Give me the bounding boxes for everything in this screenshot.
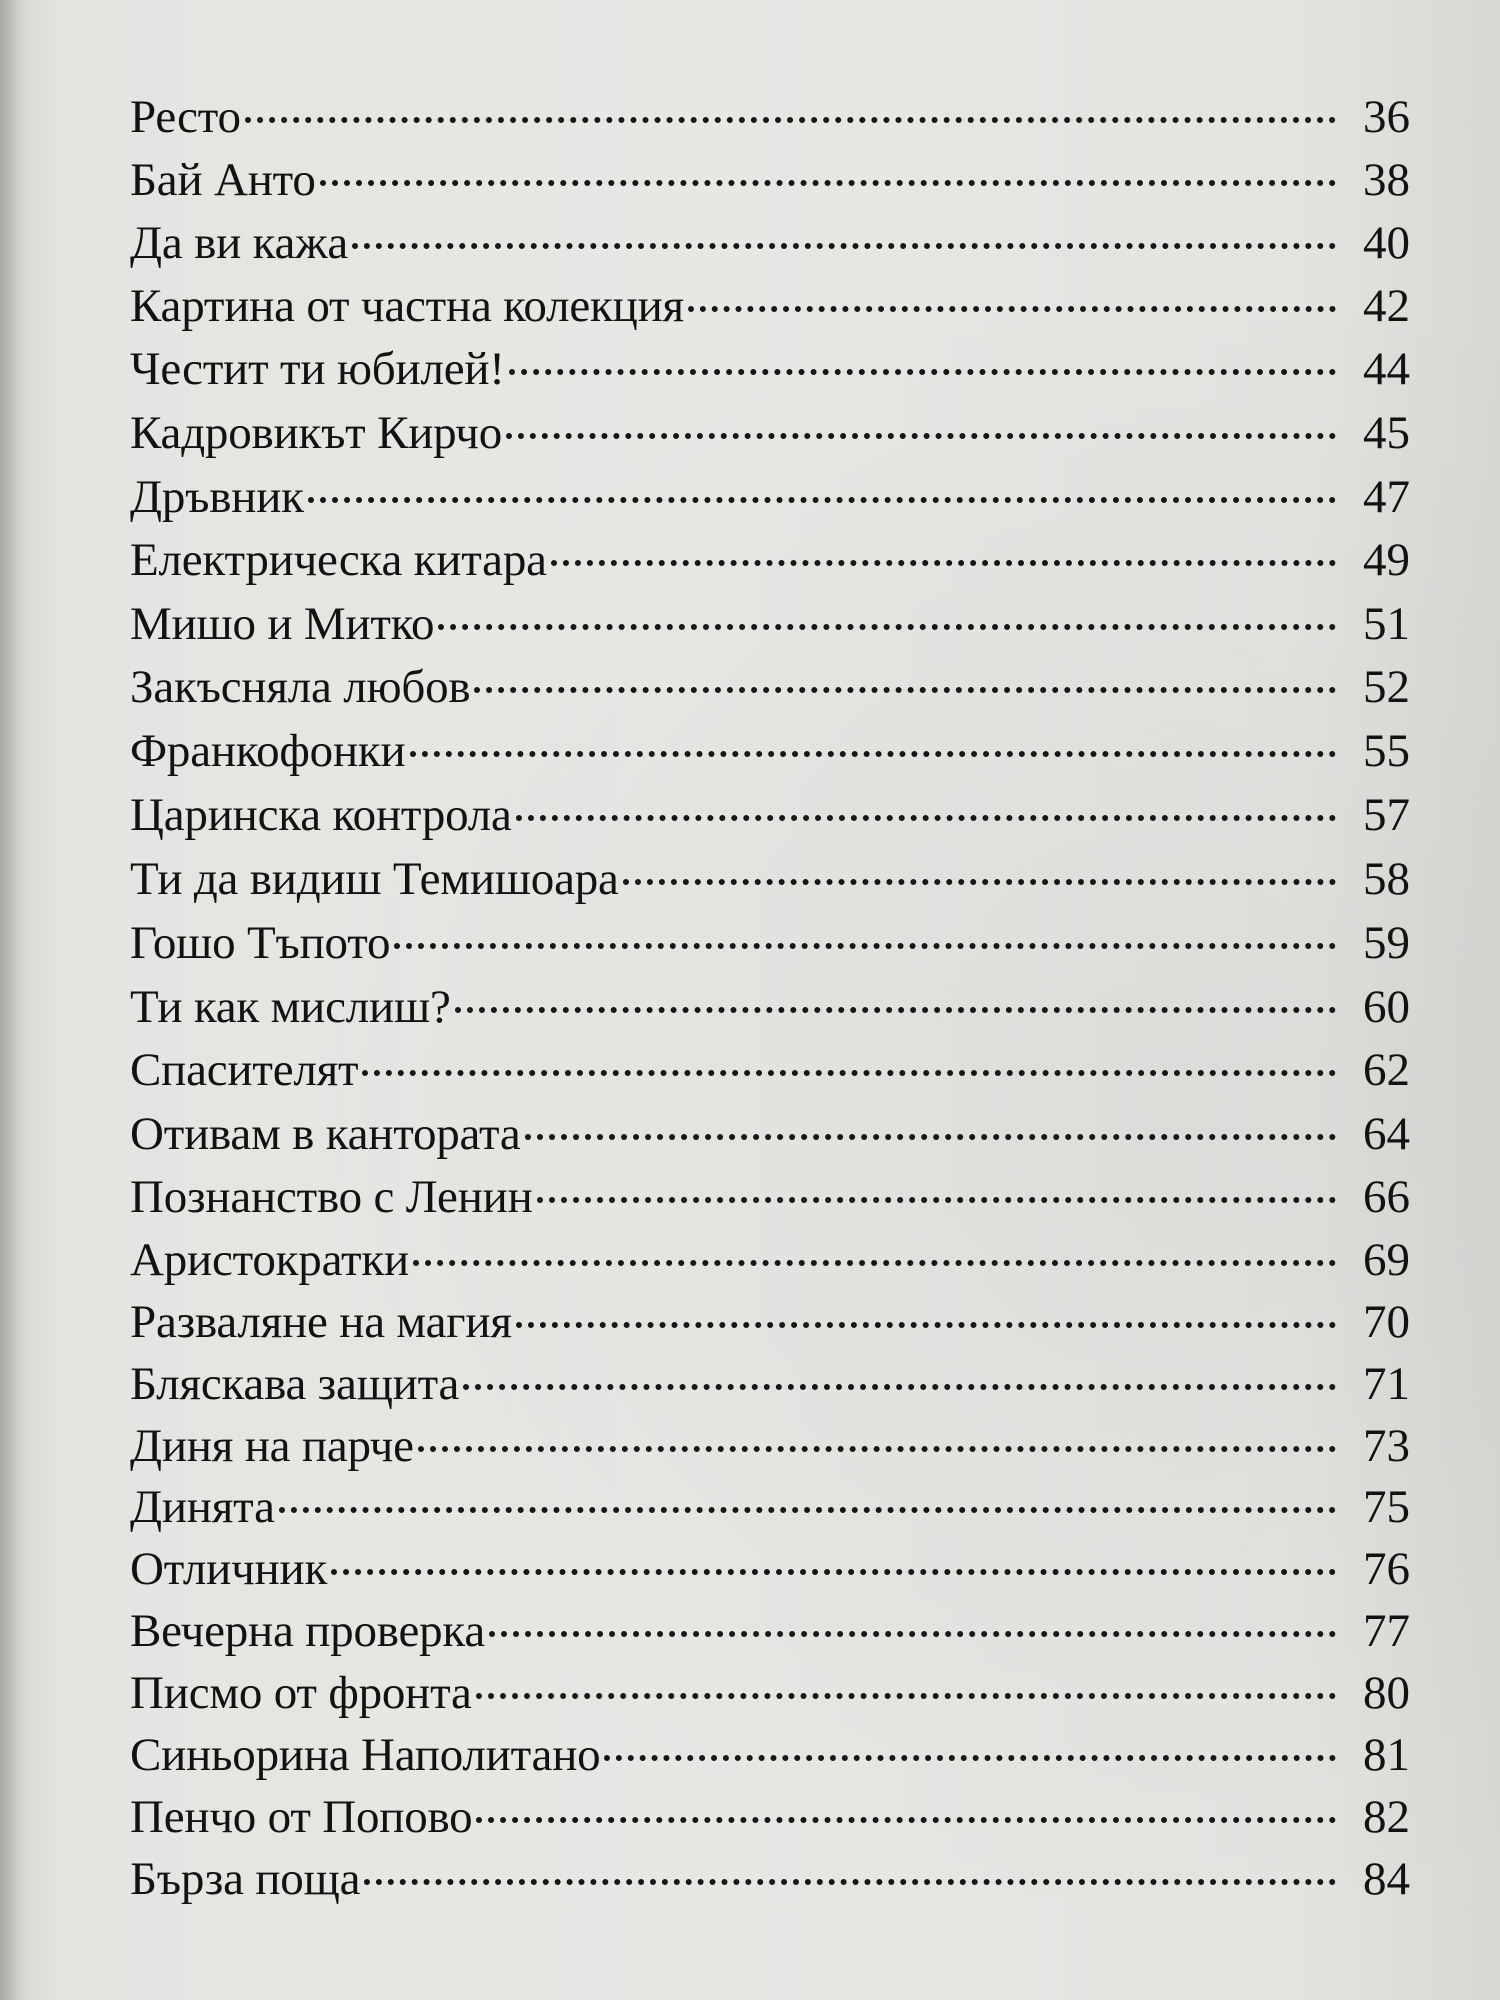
toc-entry bbox=[130, 338, 1410, 400]
toc-entry bbox=[130, 1353, 1410, 1415]
toc-entry bbox=[130, 1724, 1410, 1786]
toc-entry-page: 38 bbox=[1363, 154, 1410, 206]
dot-leader bbox=[364, 1879, 1336, 1885]
toc-entry-title: Електрическа китара bbox=[130, 534, 547, 586]
toc-entry bbox=[130, 86, 1410, 148]
toc-entry bbox=[130, 784, 1410, 846]
toc-entry-title: Ти да видиш Темишоара bbox=[130, 853, 619, 905]
toc-entry bbox=[130, 656, 1410, 718]
toc-entry-title: Познанство с Ленин bbox=[130, 1171, 533, 1223]
toc-entry-page: 44 bbox=[1363, 343, 1410, 395]
dot-leader bbox=[537, 1197, 1336, 1203]
toc-entry-page: 45 bbox=[1363, 407, 1410, 459]
dot-leader bbox=[474, 687, 1336, 693]
toc-entry-title: Отличник bbox=[130, 1543, 328, 1595]
dot-leader bbox=[331, 1569, 1336, 1575]
toc-entry-title: Писмо от фронта bbox=[130, 1667, 472, 1719]
toc-entry-title: Диня на парче bbox=[130, 1420, 414, 1472]
dot-leader bbox=[279, 1507, 1336, 1513]
toc-entry bbox=[130, 1291, 1410, 1353]
toc-entry-page: 47 bbox=[1363, 471, 1410, 523]
dot-leader bbox=[506, 433, 1336, 439]
toc-entry bbox=[130, 1538, 1410, 1600]
toc-entry-title: Дръвник bbox=[130, 471, 304, 523]
toc-entry-title: Честит ти юбилей! bbox=[130, 343, 505, 395]
dot-leader bbox=[413, 1260, 1336, 1266]
toc-entry-title: Бай Анто bbox=[130, 154, 316, 206]
toc-entry-page: 71 bbox=[1363, 1358, 1410, 1410]
toc-entry-page: 40 bbox=[1363, 217, 1410, 269]
dot-leader bbox=[320, 180, 1336, 186]
toc-entry-page: 42 bbox=[1363, 280, 1410, 332]
toc-entry-title: Синьорина Наполитано bbox=[130, 1729, 601, 1781]
toc-entry bbox=[130, 1662, 1410, 1724]
toc-entry bbox=[130, 1039, 1410, 1101]
toc-entry-title: Мишо и Митко bbox=[130, 598, 435, 650]
toc-entry bbox=[130, 1166, 1410, 1228]
toc-entry-page: 81 bbox=[1363, 1729, 1410, 1781]
dot-leader bbox=[308, 497, 1336, 503]
toc-entry bbox=[130, 1600, 1410, 1662]
toc-entry bbox=[130, 466, 1410, 528]
toc-entry-title: Вечерна проверка bbox=[130, 1605, 486, 1657]
toc-entry bbox=[130, 529, 1410, 591]
toc-entry-title: Картина от частна колекция bbox=[130, 280, 684, 332]
toc-entry bbox=[130, 720, 1410, 782]
toc-entry-page: 84 bbox=[1363, 1853, 1410, 1905]
toc-entry-title: Пенчо от Попово bbox=[130, 1791, 473, 1843]
toc-entry-page: 36 bbox=[1363, 91, 1410, 143]
toc-entry-title: Царинска контрола bbox=[130, 789, 512, 841]
toc-entry-title: Бърза поща bbox=[130, 1853, 361, 1905]
toc-entry-title: Динята bbox=[130, 1481, 275, 1533]
toc-entry-page: 49 bbox=[1363, 534, 1410, 586]
toc-entry bbox=[130, 1103, 1410, 1165]
toc-entry-title: Бляскава защита bbox=[130, 1358, 460, 1410]
toc-entry-title: Спасителят bbox=[130, 1044, 359, 1096]
dot-leader bbox=[438, 624, 1336, 630]
dot-leader bbox=[463, 1384, 1336, 1390]
dot-leader bbox=[516, 1322, 1336, 1328]
toc-entry bbox=[130, 1415, 1410, 1477]
toc-entry-page: 66 bbox=[1363, 1171, 1410, 1223]
dot-leader bbox=[623, 879, 1336, 885]
toc-entry-page: 51 bbox=[1363, 598, 1410, 650]
toc-entry-page: 59 bbox=[1363, 917, 1410, 969]
toc-entry-page: 69 bbox=[1363, 1234, 1410, 1286]
dot-leader bbox=[604, 1755, 1336, 1761]
toc-entry-page: 55 bbox=[1363, 725, 1410, 777]
toc-entry-title: Ресто bbox=[130, 91, 241, 143]
toc-entry-title: Разваляне на магия bbox=[130, 1296, 512, 1348]
toc-entry-title: Франкофонки bbox=[130, 725, 406, 777]
toc-entry-title: Отивам в кантората bbox=[130, 1108, 521, 1160]
toc-entry-page: 52 bbox=[1363, 661, 1410, 713]
dot-leader bbox=[476, 1693, 1336, 1699]
toc-entry-page: 75 bbox=[1363, 1481, 1410, 1533]
toc-entry bbox=[130, 593, 1410, 655]
dot-leader bbox=[476, 1817, 1336, 1823]
dot-leader bbox=[245, 117, 1336, 123]
toc-entry-page: 70 bbox=[1363, 1296, 1410, 1348]
toc-entry bbox=[130, 1476, 1410, 1538]
toc-entry-page: 76 bbox=[1363, 1543, 1410, 1595]
toc-entry bbox=[130, 1229, 1410, 1291]
toc-entry-title: Да ви кажа bbox=[130, 217, 349, 269]
toc-entry-title: Ти как мислиш? bbox=[130, 981, 451, 1033]
toc-entry-title: Аристократки bbox=[130, 1234, 409, 1286]
page-gutter-shadow bbox=[0, 0, 26, 2000]
toc-entry bbox=[130, 402, 1410, 464]
toc-entry-title: Кадровикът Кирчо bbox=[130, 407, 503, 459]
toc-entry-page: 80 bbox=[1363, 1667, 1410, 1719]
toc-entry-title: Закъсняла любов bbox=[130, 661, 471, 713]
dot-leader bbox=[688, 306, 1336, 312]
dot-leader bbox=[418, 1446, 1336, 1452]
toc-entry bbox=[130, 976, 1410, 1038]
dot-leader bbox=[489, 1631, 1336, 1637]
dot-leader bbox=[551, 560, 1336, 566]
dot-leader bbox=[394, 943, 1336, 949]
toc-entry-page: 77 bbox=[1363, 1605, 1410, 1657]
dot-leader bbox=[352, 243, 1336, 249]
toc-entry-page: 60 bbox=[1363, 981, 1410, 1033]
dot-leader bbox=[516, 815, 1336, 821]
dot-leader bbox=[362, 1070, 1336, 1076]
toc-entry bbox=[130, 212, 1410, 274]
toc-entry-page: 58 bbox=[1363, 853, 1410, 905]
dot-leader bbox=[509, 369, 1336, 375]
toc-entry-page: 73 bbox=[1363, 1420, 1410, 1472]
toc-entry-page: 57 bbox=[1363, 789, 1410, 841]
toc-entry bbox=[130, 1786, 1410, 1848]
dot-leader bbox=[455, 1007, 1336, 1013]
toc-entry bbox=[130, 1848, 1410, 1910]
toc-entry-page: 82 bbox=[1363, 1791, 1410, 1843]
toc-entry bbox=[130, 912, 1410, 974]
toc-entry bbox=[130, 848, 1410, 910]
toc-entry bbox=[130, 275, 1410, 337]
toc-entry bbox=[130, 149, 1410, 211]
dot-leader bbox=[525, 1134, 1336, 1140]
toc-entry-title: Гошо Тъпото bbox=[130, 917, 391, 969]
dot-leader bbox=[410, 751, 1337, 757]
toc-entry-page: 62 bbox=[1363, 1044, 1410, 1096]
toc-entry-page: 64 bbox=[1363, 1108, 1410, 1160]
